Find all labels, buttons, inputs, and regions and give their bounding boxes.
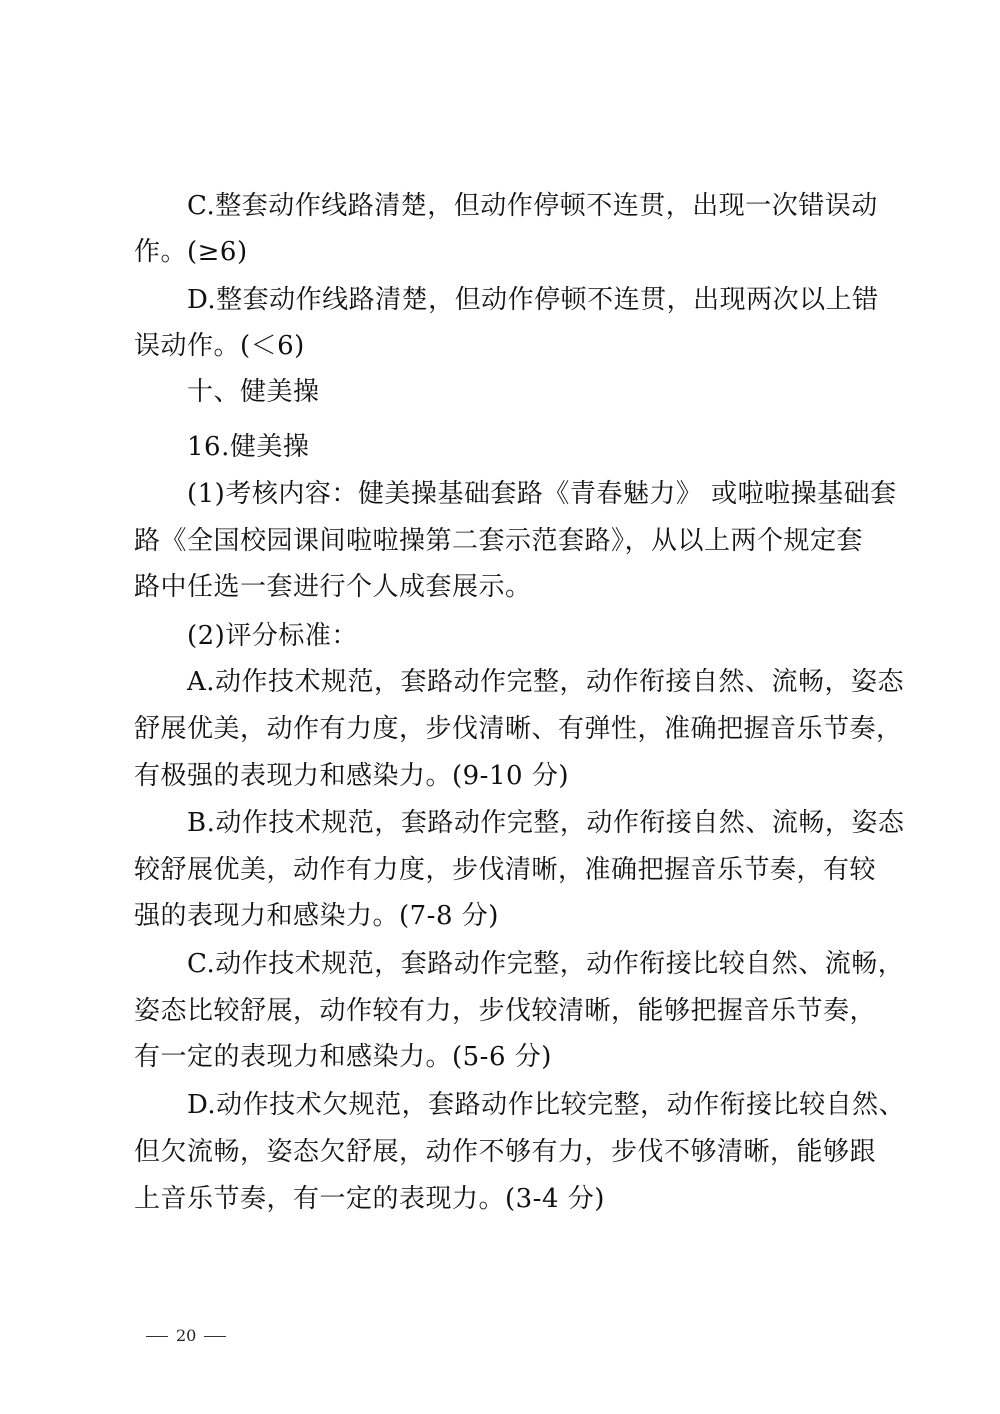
footer-dash-left	[146, 1336, 168, 1337]
section-heading: 十、健美操	[187, 377, 320, 407]
text-line: B.动作技术规范，套路动作完整，动作衔接自然、流畅，姿态	[187, 808, 905, 838]
text-line: D.动作技术欠规范，套路动作比较完整，动作衔接比较自然、	[187, 1090, 906, 1120]
text-line: 误动作。(＜6)	[134, 331, 305, 361]
text-line: 但欠流畅，姿态欠舒展，动作不够有力，步伐不够清晰，能够跟	[134, 1137, 877, 1167]
text-line: (2)评分标准：	[187, 621, 358, 651]
text-line: A.动作技术规范，套路动作完整，动作衔接自然、流畅，姿态	[187, 667, 905, 697]
text-line: 姿态比较舒展，动作较有力，步伐较清晰，能够把握音乐节奏，	[134, 996, 877, 1026]
text-line: 强的表现力和感染力。(7-8 分)	[134, 901, 499, 931]
footer-dash-right	[204, 1336, 226, 1337]
text-line: (1)考核内容：健美操基础套路《青春魅力》 或啦啦操基础套	[187, 479, 897, 509]
text-line: 有极强的表现力和感染力。(9-10 分)	[134, 761, 569, 791]
text-line: 路《全国校园课间啦啦操第二套示范套路》，从以上两个规定套	[134, 526, 864, 556]
text-line: 较舒展优美，动作有力度，步伐清晰，准确把握音乐节奏，有较	[134, 855, 877, 885]
page-footer	[138, 1326, 234, 1346]
text-line: 舒展优美，动作有力度，步伐清晰、有弹性，准确把握音乐节奏，	[134, 714, 903, 744]
text-line: C.整套动作线路清楚，但动作停顿不连贯，出现一次错误动	[187, 191, 878, 221]
page-number: 20	[176, 1326, 197, 1345]
text-line: 作。(≥6)	[134, 237, 248, 267]
text-line: D.整套动作线路清楚，但动作停顿不连贯，出现两次以上错	[187, 285, 879, 315]
subsection-heading: 16.健美操	[187, 432, 310, 462]
text-line: C.动作技术规范，套路动作完整，动作衔接比较自然、流畅，	[187, 949, 905, 979]
text-line: 有一定的表现力和感染力。(5-6 分)	[134, 1042, 552, 1072]
text-line: 路中任选一套进行个人成套展示。	[134, 572, 532, 602]
text-line: 上音乐节奏，有一定的表现力。(3-4 分)	[134, 1184, 605, 1214]
